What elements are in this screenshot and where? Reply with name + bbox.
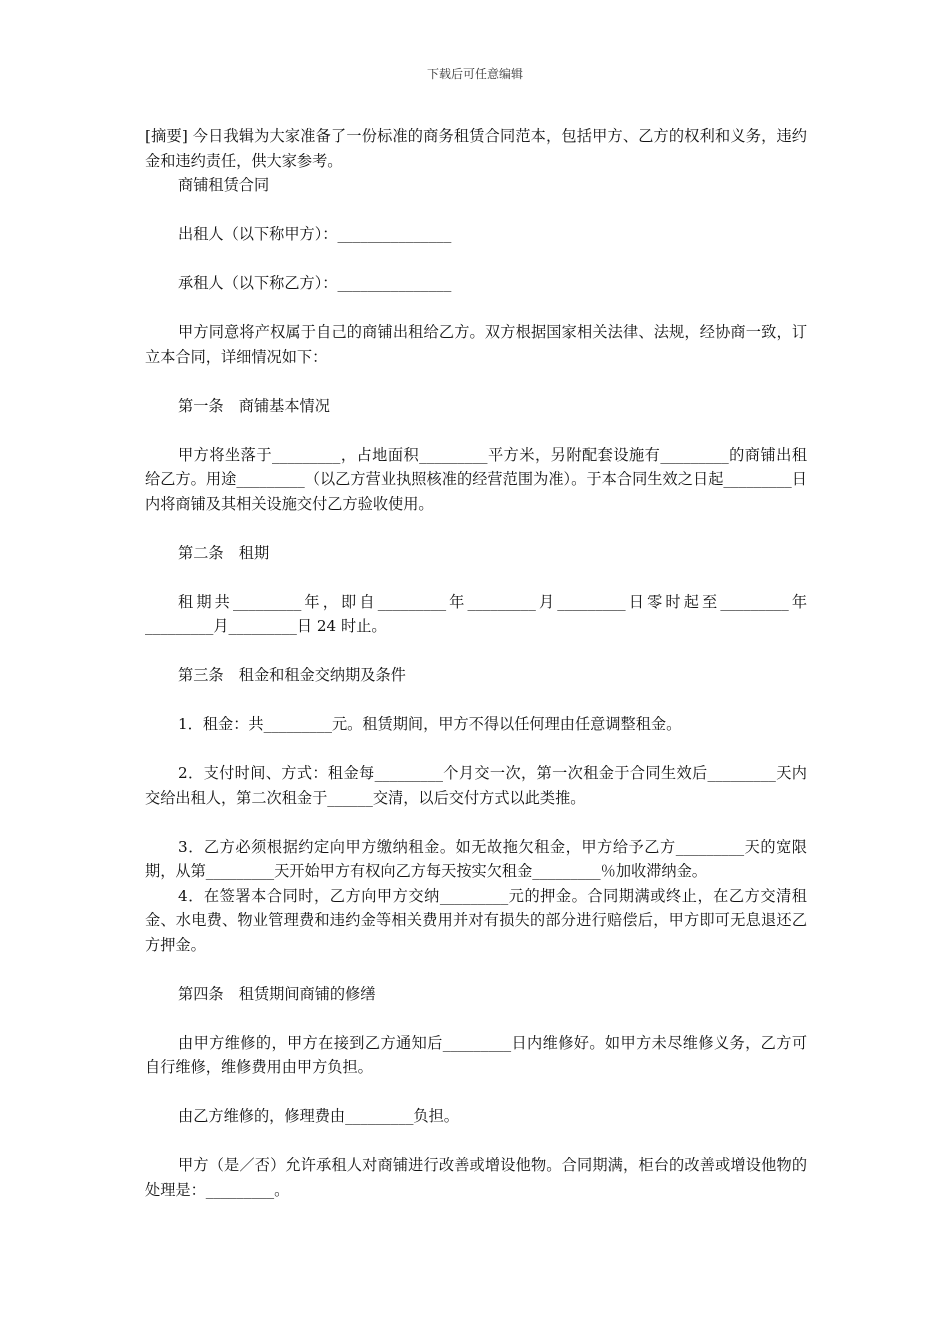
article3-item4: 4．在签署本合同时，乙方向甲方交纳_________元的押金。合同期满或终止，在乙方交清租金、水电费、物业管理费和违约金等相关费用并对有损失的部分进行赔偿后，甲方即可无息退还乙方押金。 [145, 886, 807, 954]
article4-heading: 第四条 租赁期间商铺的修缮 [178, 984, 376, 1003]
article3-heading: 第三条 租金和租金交纳期及条件 [178, 666, 406, 684]
article3-item3: 3．乙方必须根据约定向甲方缴纳租金。如无故拖欠租金，甲方给予乙方_________天的宽限期，从第_________天开始甲方有权向乙方每天按实欠租金_________％加收滞纳金。 [145, 837, 807, 880]
article4-para3: 甲方（是／否）允许承租人对商铺进行改善或增设他物。合同期满，柜台的改善或增设他物的处理是：_________。 [145, 1156, 807, 1199]
article4-para2: 由乙方维修的，修理费由_________负担。 [178, 1107, 459, 1125]
page-header-note: 下载后可任意编辑 [426, 67, 523, 81]
document-title: 商铺租赁合同 [178, 176, 270, 194]
abstract-paragraph: [摘要] 今日我辑为大家准备了一份标准的商务租赁合同范本，包括甲方、乙方的权利和义务，违约金和违约责任，供大家参考。 [145, 127, 807, 170]
article3-item1: 1．租金：共_________元。租赁期间，甲方不得以任何理由任意调整租金。 [178, 715, 682, 733]
article4-para1: 由甲方维修的，甲方在接到乙方通知后_________日内维修好。如甲方未尽维修义务，乙方可自行维修，维修费用由甲方负担。 [145, 1033, 807, 1076]
intro-paragraph: 甲方同意将产权属于自己的商铺出租给乙方。双方根据国家相关法律、法规，经协商一致，订立本合同，详细情况如下： [145, 323, 807, 366]
article2-heading: 第二条 租期 [178, 543, 270, 562]
contract-document [145, 124, 807, 1202]
article1-body: 甲方将坐落于_________，占地面积_________平方米，另附配套设施有_________的商铺出租给乙方。用途_________（以乙方营业执照核准的经营范围为准）。于本合同生效之日起_________日内将商铺及其相关设施交付乙方验收使用。 [145, 445, 807, 513]
lessee-line: 承租人（以下称乙方）：_______________ [178, 274, 452, 292]
article3-item2: 2．支付时间、方式：租金每_________个月交一次，第一次租金于合同生效后_________天内交给出租人，第二次租金于______交清，以后交付方式以此类推。 [145, 764, 807, 807]
article1-heading: 第一条 商铺基本情况 [178, 396, 330, 415]
lessor-line: 出租人（以下称甲方）：_______________ [178, 225, 452, 243]
article2-body: 租期共_________年，即自_________年_________月_________日零时起至_________年_________月_________日 24 时止。 [145, 592, 807, 635]
